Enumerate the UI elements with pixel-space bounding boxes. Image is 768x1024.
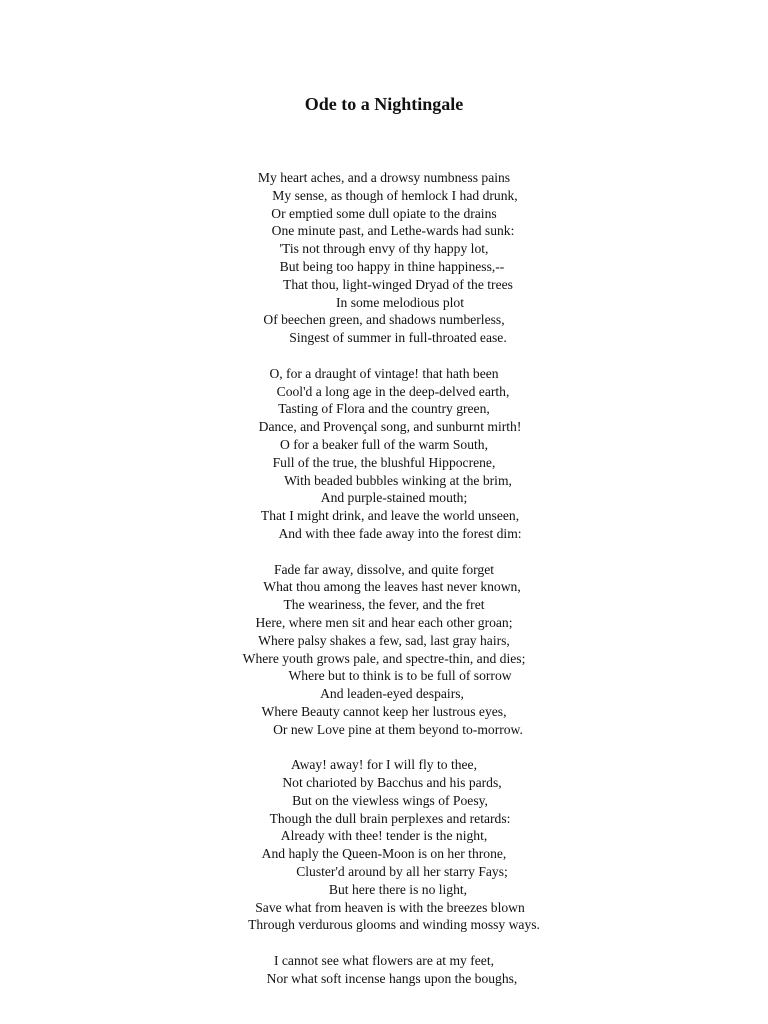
poem-line: Where Beauty cannot keep her lustrous eyes, [261, 703, 507, 719]
poem-line: What thou among the leaves hast never known, [263, 579, 521, 595]
poem-line: And leaden-eyed despairs, [320, 686, 464, 702]
poem-body [0, 169, 768, 1005]
poem-line: That thou, light-winged Dryad of the trees [283, 276, 513, 292]
poem-line: The weariness, the fever, and the fret [283, 597, 485, 613]
poem-title: Ode to a Nightingale [304, 94, 464, 114]
poem-line: Through verdurous glooms and winding mossy ways. [248, 917, 540, 933]
poem-line: 'Tis not through envy of thy happy lot, [279, 241, 489, 257]
poem-line: My sense, as though of hemlock I had drunk, [272, 187, 518, 203]
poem-line: Or emptied some dull opiate to the drains [271, 205, 497, 221]
poem-line: Cool'd a long age in the deep-delved earth, [276, 383, 510, 399]
poem-line: Not charioted by Bacchus and his pards, [282, 775, 502, 791]
stanza [0, 561, 768, 739]
poem-line: With beaded bubbles winking at the brim, [284, 472, 512, 488]
poem-line: And purple-stained mouth; [320, 490, 468, 506]
poem-line: Dance, and Provençal song, and sunburnt mirth! [258, 419, 522, 435]
poem-line: Nor what soft incense hangs upon the boughs, [266, 970, 518, 986]
poem-line: Tasting of Flora and the country green, [278, 401, 490, 417]
poem-line: I cannot see what flowers are at my feet, [273, 953, 495, 969]
poem-line: In some melodious plot [336, 294, 464, 310]
stanza [0, 365, 768, 543]
poem-line: But on the viewless wings of Poesy, [292, 792, 488, 808]
poem-line: Or new Love pine at them beyond to-morrow. [273, 721, 523, 737]
poem-line: My heart aches, and a drowsy numbness pains [257, 170, 511, 185]
poem-line: O, for a draught of vintage! that hath been [269, 365, 499, 381]
poem-line: Save what from heaven is with the breezes blown [255, 899, 525, 915]
poem-line: Where palsy shakes a few, sad, last gray hairs, [258, 632, 510, 648]
poem-line: Though the dull brain perplexes and retards: [269, 810, 511, 826]
poem-line: And haply the Queen-Moon is on her throne, [261, 846, 507, 862]
poem-line: One minute past, and Lethe-wards had sunk: [271, 223, 515, 239]
stanza [0, 756, 768, 934]
poem-line: Where but to think is to be full of sorrow [288, 668, 512, 684]
poem-line: Of beechen green, and shadows numberless, [263, 312, 505, 328]
poem-line: But here there is no light, [328, 881, 468, 897]
poem-line: Here, where men sit and hear each other groan; [255, 614, 513, 630]
poem-line: O for a beaker full of the warm South, [280, 436, 488, 452]
poem-line: Cluster'd around by all her starry Fays; [296, 864, 508, 880]
poem-line: Already with thee! tender is the night, [280, 828, 488, 844]
poem-line: That I might drink, and leave the world unseen, [260, 508, 520, 524]
stanza [0, 169, 768, 347]
stanza [0, 952, 768, 988]
poem-line: Away! away! for I will fly to thee, [291, 757, 477, 773]
poem-line: Fade far away, dissolve, and quite forget [273, 561, 495, 577]
poem-line: Where youth grows pale, and spectre-thin, and dies; [242, 650, 526, 666]
poem-line: But being too happy in thine happiness,-- [279, 258, 505, 274]
poem-line: Full of the true, the blushful Hippocrene, [272, 454, 496, 470]
poem-line: Singest of summer in full-throated ease. [289, 330, 507, 346]
poem-line: And with thee fade away into the forest dim: [278, 525, 522, 541]
